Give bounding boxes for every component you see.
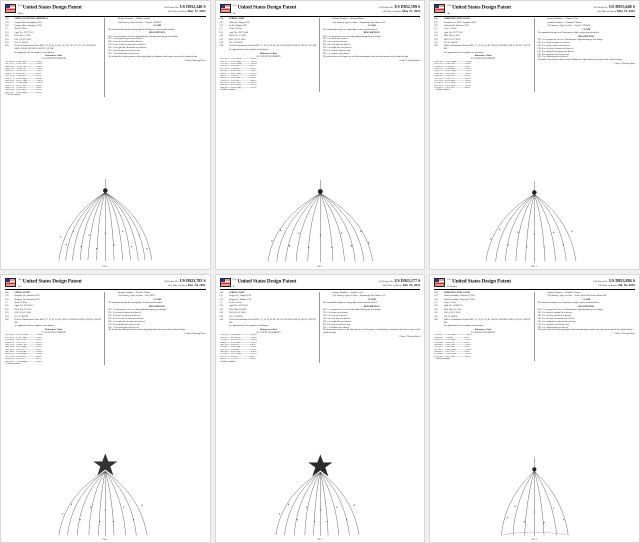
us-flag-icon xyxy=(5,278,16,287)
claim-text: The ornamental design for a Christmas tree light, as shown and described. xyxy=(537,32,600,35)
patent-figure-1 xyxy=(430,450,639,542)
patent-date: Jul. 16, 2019 xyxy=(617,282,635,287)
description-list: FIG. 1 is a perspective view of a string light showing my new design; FIG. 2 is a front elevation view thereof; FIG. 3 is a rear elevation view thereof; FIG. 4 is a left side elevation view thereof; FIG. 5 is a right side elevation view thereof; FIG. 6 is a top plan view thereof; and, FIG. 7 is a bottom plan view thereof. The broken lines illustrate portions of the string light that form no part of the claimed design. xyxy=(108,309,186,332)
us-flag-icon xyxy=(5,4,16,13)
patent-document-4 xyxy=(0,274,211,543)
applicant: Guoguo Zhou, Guangzhou (CN) xyxy=(14,21,42,24)
patent-document-6 xyxy=(429,274,640,543)
field-search: D26/1, 37, 39, 41, 43, 48, 118-123; 362/249.01-249.16, 362/252, 362/391, 806 xyxy=(443,318,531,324)
refs-heading: References Cited xyxy=(474,55,492,58)
us-docs-heading: U.S. PATENT DOCUMENTS xyxy=(41,58,66,61)
references-list: D219,340 S * 11/1970 Wilson .................. D26/39 D277,042 S * 1/1985 Chang ................... D26/39 D330,433 S * 10/1992 Hsu .................... D26/39 D386,858 S * 11/1997 Lin .................... D26/39 D432,251 S * 10/2000 Chen ................... D26/39 D480,166 S * 9/2003 Wang .................... D26/39 D551,380 S * 9/2007 Lee ..................... D26/39 D627,494 S * 11/2010 Kim .................... D26/39 D699,874 S * 2/2014 Zhang ................... D26/39 D771,301 S * 11/2016 Sun .................... D26/39 D838,034 S * 1/2019 Liu ..................... D26/39 D890,394 S * 7/2020 Huang ................... D26/39 xyxy=(5,334,43,363)
svg-text:FIG. 1: FIG. 1 xyxy=(316,264,324,268)
inventor: Yoshio Franchiko, Chiswick, IT (US) xyxy=(443,298,475,301)
patent-number: US D952,199 S xyxy=(394,4,421,9)
office-title: $^{(12)}$ United States Design Patent xyxy=(447,277,511,285)
office-title: $^{(12)}$ United States Design Patent xyxy=(18,277,82,285)
applicant: Dongmei Liu, Shenzhen (CN) xyxy=(14,295,40,298)
filed-date: Mar. 15, 2018 xyxy=(449,308,461,311)
claim-column: Primary Examiner — Jennifer L. Poe (74) Attorney, Agent, or Firm — Bayramoglu Law Offices LLC CLAIM The ornamental design for a string light, as shown and described. DESCRIPTION FIG. 1 is a perspective view of a string light showing my new design; FIG. 2 is a front view thereof; FIG. 3 is a rear view thereof; FIG. 4 is a left side view thereof; FIG. 5 is a right side view thereof; FIG. 6 is a top view thereof; and, FIG. 7 is a bottom view thereof. The broken lines shown in the drawings are for the purpose of illustrating environment and form no part of the claimed design. 1 Claim, 7 Drawing Sheets xyxy=(323,291,421,338)
inventor: Chunmin Shi, Shenzhen (CN) xyxy=(443,25,469,28)
claim-heading: CLAIM xyxy=(367,25,376,28)
us-docs-heading: U.S. PATENT DOCUMENTS xyxy=(41,331,66,334)
patent-header: $^{(12)}$ United States Design Patent Shi (10) Patent No.: US D953,640 S (45) Date of Patent: May 31, 2022 xyxy=(434,4,635,17)
description-heading: DESCRIPTION xyxy=(149,32,165,35)
filed-date: Mar. 4, 2021 xyxy=(449,35,460,38)
filed-date: Feb. 12, 2021 xyxy=(234,35,246,38)
loc-class: 26-05 xyxy=(26,38,32,41)
references-list: D256,789 S * 9/1980 Baker ................... D26/39 D298,012 S * 10/1988 Wu ..................... D26/39 D351,244 S * 10/1994 Chen ................... D26/39 D408,941 S * 4/1999 Hsieh ................... D26/39 D462,796 S * 9/2002 Lin ..................... D26/39 D520,662 S * 5/2006 Yang .................... D26/39 D592,785 S * 5/2009 Kuo ..................... D26/39 D665,928 S * 8/2012 Chen .................... D26/39 D729,430 S * 5/2015 Wang .................... D26/39 D812,270 S * 3/2018 Li ...................... D26/39 D869,057 S * 12/2019 Ye ..................... D26/39 xyxy=(219,334,257,361)
patent-date: Jun. 22, 2021 xyxy=(402,282,421,287)
inventor: Jie Xu, Ningbo (CN) xyxy=(229,25,247,28)
patent-title: STRING LIGHT FOR CHRISTMAS xyxy=(14,18,48,21)
patent-date: May 17, 2022 xyxy=(402,9,421,14)
description-list: FIG. 1 is a perspective view of a string light showing my new design; FIG. 2 is a front view thereof; FIG. 3 is a rear view thereof; FIG. 4 is a left side view thereof; FIG. 5 is a right side view thereof; FIG. 6 is a top view thereof; and, FIG. 7 is a bottom view thereof. The broken lines in the figures are for illustration purpose only and form no part of the claimed design. xyxy=(323,35,409,58)
appl-no: 29/640,511 xyxy=(453,305,463,308)
bibliographic-column: (54) CHRISTMAS TREE LIGHT (71) Yoshio Franchiko, Chiswick, IT (US) (72) Yoshio Franchiko, Chiswick, IT (US) (*) Term: 15 Years (21) Appl. No.: 29/640,511 (22) Filed: Mar. 15, 2018 (51) LOC (13) Cl. 26-05 (52) U.S. Cl. D26/39 (58) Field of Classification Search D26/1, 37, 39, 41, 43, 48, 118-123; 362/249.01-249.16, 362/252, 362/391, 806 See application file for complete search history. References Cited U.S. PATENT DOCUMENTS D229,447 S * 11/1973 Miller .................. D26/39 D284,900 S * 7/1986 Ito ..................... D26/39 D341,218 S * 11/1993 Kim .................... D26/39 D398,086 S * 9/1998 Lin ..................... D26/39 D441,480 S * 5/2001 Chen .................... D26/39 D510,155 S * 9/2005 Tsai .................... D26/39 D577,447 S * 9/2008 Wang .................... D26/39 D640,403 S * 6/2011 Lin ..................... D26/39 D718,482 S * 11/2014 Chen ................... D26/39 D790,104 S * 6/2017 Park .................... D26/39 * cited by examiner xyxy=(434,292,534,361)
patent-number: US D953,640 S xyxy=(609,4,635,9)
applicant-surname: Shi xyxy=(447,11,451,15)
term: 15 Years xyxy=(19,28,28,31)
patent-number: US D952,240 S xyxy=(179,4,206,9)
primary-examiner: Kendall J. Dorsey xyxy=(565,291,581,294)
inventor: Guoguo Zhou, Guangzhou (CN) xyxy=(14,25,42,28)
loc-class: 26-05 xyxy=(26,312,32,315)
primary-examiner: Jennifer L. Poe xyxy=(350,291,364,294)
attorney: Bayramoglu Law Offices LLC xyxy=(360,21,386,24)
description-list: FIG. 1 is a perspective view of a Christmas tree light showing my new design; FIG. 2 is a front elevational view thereof; FIG. 3 is a rear elevational view thereof; FIG. 4 is a left side elevational view thereof; FIG. 5 is a right side elevational view thereof; FIG. 6 is a top plan view thereof; and, FIG. 7 is a bottom plan view thereof. The broken lines in the drawings depict environmental subject matter only and form no part of the claimed design. xyxy=(537,309,633,332)
us-docs-heading: U.S. PATENT DOCUMENTS xyxy=(470,331,496,334)
patent-figure-1 xyxy=(216,450,425,542)
claim-column: Primary Examiner — Jennifer L. Poe Assistant Examiner — Brandon T. Moore (74) Attorney, Agent, or Firm — Ying Yu / IPSWAY CLAIM The ornamental design for a Christmas tree light, as shown and described. DESCRIPTION FIG. 1 is a perspective view of a Christmas tree light showing my new design; FIG. 2 is a front elevation view thereof; FIG. 3 is a rear elevation view thereof; FIG. 4 is a left side elevation view thereof; FIG. 5 is a right side elevation view thereof; FIG. 6 is a top plan view thereof; and, FIG. 7 is a bottom plan view thereof. The broken lines depict portions of the Christmas tree light which form no part of the claimed design. 1 Claim, 6 Drawing Sheets xyxy=(537,18,636,65)
claim-text: The ornamental design for a string light, as shown and described. xyxy=(323,302,378,305)
refs-heading: References Cited xyxy=(45,328,62,331)
references-list: D263,584 S * 3/1982 Jones .................... D26/39 D337,392 S * 7/1993 Chen ..................... D26/39 D403,453 S * 12/1998 Chen .................... D26/39 D434,521 S * 11/2000 Wu ...................... D26/39 D450,870 S * 11/2001 Hsu ..................... D26/39 D504,197 S * 4/2005 Lin ..................... D26/39 D573,283 S * 7/2008 Hsu ..................... D26/39 D624,217 S * 9/2010 Hung .................... D26/39 D692,598 S * 10/2013 Yang .................... D26/39 D718,481 S * 11/2014 Wang .................... D26/39 D783,873 S * 4/2017 Chen .................... D26/39 D834,231 S * 11/2018 Liu ..................... D26/39 D860,500 S * 9/2019 Zhou .................... D26/39 D895,163 S * 9/2020 Zhang ................... D26/39 xyxy=(5,60,43,94)
loc-class: 26-05 xyxy=(455,312,461,315)
refs-heading: References Cited xyxy=(260,52,277,55)
patent-date: Jun. 29, 2021 xyxy=(187,282,206,287)
primary-examiner: Jennifer L. Poe xyxy=(565,18,579,21)
description-heading: DESCRIPTION xyxy=(363,32,380,35)
applicant-surname: Liu xyxy=(18,285,22,289)
applicant: Yoshio Franchiko, Chiswick, IT (US) xyxy=(443,295,475,298)
patent-number: US D853,884 S xyxy=(609,277,635,283)
drawing-sheets: 1 Claim, 6 Drawing Sheets xyxy=(184,59,206,62)
applicant-surname: Zhou xyxy=(18,11,24,15)
claim-heading: CLAIM xyxy=(367,298,376,301)
us-class: D26/39 xyxy=(21,315,28,318)
bibliographic-column: (54) STRING LIGHT (71) Pengwei Ye, Ningbo (CN) (72) Pengwei Ye, Ningbo (CN) (*) Term: 15 Years (21) Appl. No.: 29/735,211 (22) Filed: May 20, 2020 (51) LOC (13) Cl. 26-05 (52) U.S. Cl. D26/39 (58) Field of Classification Search D26/1, 37, 39, 41, 43, 48, 118-123; 362/249.01-249.16, 362/252, 362/391, 806 See application file for complete search history. References Cited U.S. PATENT DOCUMENTS D256,789 S * 9/1980 Baker ................... D26/39 D298,012 S * 10/1988 Wu ..................... D26/39 D351,244 S * 10/1994 Chen ................... D26/39 D408,941 S * 4/1999 Hsieh ................... D26/39 D462,796 S * 9/2002 Lin ..................... D26/39 D520,662 S * 5/2006 Yang .................... D26/39 D592,785 S * 5/2009 Kuo ..................... D26/39 D665,928 S * 8/2012 Chen .................... D26/39 D729,430 S * 5/2015 Wang .................... D26/39 D812,270 S * 3/2018 Li ...................... D26/39 D869,057 S * 12/2019 Ye ..................... D26/39 * cited by examiner xyxy=(220,292,320,363)
description-heading: DESCRIPTION xyxy=(578,35,595,38)
applicant: Pengwei Ye, Ningbo (CN) xyxy=(229,295,252,298)
claim-text: The ornamental design for a string light, as shown and described. xyxy=(323,28,378,31)
references-list: D235,101 S * 5/1975 Green ................... D26/39 D290,112 S * 6/1987 Wang .................... D26/39 D335,552 S * 5/1993 Chang ................... D26/39 D394,320 S * 5/1998 Lin ..................... D26/39 D427,704 S * 7/2000 Hsu ..................... D26/39 D492,436 S * 6/2004 Chen .................... D26/39 D540,477 S * 4/2007 Wang .................... D26/39 D609,377 S * 2/2010 Lee ..................... D26/39 D661,015 S * 5/2012 Park .................... D26/39 D720,873 S * 1/2015 Sun ..................... D26/39 D801,561 S * 10/2017 Zhu .................... D26/39 D846,168 S * 4/2019 Wang .................... D26/39 D888,302 S * 6/2020 Liang ................... D26/39 xyxy=(219,58,257,89)
appl-no: 29/773,182 xyxy=(453,31,463,34)
office-title: $^{(12)}$ United States Design Patent xyxy=(447,4,511,11)
bibliographic-column: (54) STRING LIGHT FOR CHRISTMAS (71) Guoguo Zhou, Guangzhou (CN) (72) Guoguo Zhou, Guangzhou (CN) (*) Term: 15 Years (21) Appl. No.: 29/757,525 (22) Filed: Nov. 9, 2020 (51) LOC (13) Cl. 26-05 (52) U.S. Cl. D26/39 (58) Field of Classification Search D26/1, 37, 39, 41, 43, 48, 118, 119, 120, 121, 122, 123; 362/249.01, 249.02, 249.06, 362/249.14, 362/252, 391, 806 See application file for complete search history. References Cited U.S. PATENT DOCUMENTS D263,584 S * 3/1982 Jones .................... D26/39 D337,392 S * 7/1993 Chen ..................... D26/39 D403,453 S * 12/1998 Chen .................... D26/39 D434,521 S * 11/2000 Wu ...................... D26/39 D450,870 S * 11/2001 Hsu ..................... D26/39 D504,197 S * 4/2005 Lin ..................... D26/39 D573,283 S * 7/2008 Hsu ..................... D26/39 D624,217 S * 9/2010 Hung .................... D26/39 D692,598 S * 10/2013 Yang .................... D26/39 D718,481 S * 11/2014 Wang .................... D26/39 D783,873 S * 4/2017 Chen .................... D26/39 D834,231 S * 11/2018 Liu ..................... D26/39 D860,500 S * 9/2019 Zhou .................... D26/39 D895,163 S * 9/2020 Zhang ................... D26/39 * cited by examiner xyxy=(5,18,105,96)
patent-figure-1 xyxy=(430,177,639,269)
term: 15 Years xyxy=(234,301,242,304)
term: 15 Years xyxy=(449,28,457,31)
drawing-sheets: 1 Claim, 7 Drawing Sheets xyxy=(398,59,421,62)
svg-text:FIG. 1: FIG. 1 xyxy=(102,264,109,268)
claim-heading: CLAIM xyxy=(153,25,161,28)
references-list: D246,104 S * 10/1977 Smith ................... D26/39 D301,255 S * 5/1989 Chen .................... D26/39 D345,432 S * 3/1994 Lin ..................... D26/39 D401,352 S * 11/1998 Hsu .................... D26/39 D455,515 S * 4/2002 Wang .................... D26/39 D516,740 S * 3/2006 Chen .................... D26/39 D588,296 S * 3/2009 Lin ..................... D26/39 D651,339 S * 12/2011 Yu ..................... D26/39 D711,028 S * 8/2014 Zhao .................... D26/39 D795,473 S * 8/2017 Tang .................... D26/39 D857,261 S * 8/2019 Chen .................... D26/39 D910,893 S * 2/2021 Shi ..................... D26/39 xyxy=(434,60,473,90)
patent-date: May 17, 2022 xyxy=(187,9,206,14)
attorney: Bayramoglu Law Offices LLC xyxy=(360,295,386,298)
loc-class: 26-05 xyxy=(240,312,246,315)
term: 15 Years xyxy=(234,28,242,31)
field-search: D26/1, 37, 39, 41, 43, 48, 118, 119, 120, 121, 122, 123; 362/249.01, 249.02, 249.06, 362/249.14, 362/252, 391, 806 xyxy=(14,45,97,51)
patent-header: $^{(12)}$ United States Design Patent Franchiko (10) Patent No.: US D853,884 S (45) Date of Patent: Jul. 16, 2019 xyxy=(434,278,635,291)
patent-title: CHRISTMAS TREE LIGHT xyxy=(443,291,470,294)
field-search: D26/1, 37, 39, 41, 43, 48, 118-123; 362/249.01-249.16, 362/252, 362/391, 806 xyxy=(443,45,531,51)
attorney: Pearl Cohen Zedek Latzer Baratz LLP xyxy=(574,295,607,298)
patent-figure-1 xyxy=(1,450,210,542)
attorney: IPro, PLLC xyxy=(145,295,156,298)
patent-number: US D923,177 S xyxy=(394,277,421,283)
term: 15 Years xyxy=(449,301,457,304)
patent-title: STRING LIGHT xyxy=(14,291,30,294)
claim-column: Primary Examiner — Brian N. Vinson (74) Attorney, Agent, or Firm — IPro, PLLC CLAIM The ornamental design for a string light, as shown and described. DESCRIPTION FIG. 1 is a perspective view of a string light showing my new design; FIG. 2 is a front elevation view thereof; FIG. 3 is a rear elevation view thereof; FIG. 4 is a left side elevation view thereof; FIG. 5 is a right side elevation view thereof; FIG. 6 is a top plan view thereof; and, FIG. 7 is a bottom plan view thereof. The broken lines illustrate portions of the string light that form no part of the claimed design. 1 Claim, 8 Drawing Sheets xyxy=(108,291,206,336)
primary-examiner: Richard Kramer xyxy=(350,18,365,21)
office-title: $^{(12)}$ United States Design Patent xyxy=(18,4,82,11)
loc-class: 26-05 xyxy=(455,38,461,41)
svg-text:FIG. 1: FIG. 1 xyxy=(531,538,538,542)
applicant-surname: Franchiko xyxy=(447,285,458,289)
us-class: D26/39 xyxy=(451,42,458,45)
field-search: D26/1, 37, 39, 41, 43, 48, 118-123; 362/249.01-249.16, 362/252, 362/391, 806 xyxy=(229,318,317,324)
field-search: D26/1, 37, 39, 41, 43, 48, 118-123; 362/249.01-249.16, 362/252, 391, 806 xyxy=(254,45,317,48)
applicant: Jiabao Xu, Ningbo (CN) xyxy=(229,21,250,24)
patent-document-1 xyxy=(0,0,211,270)
description-list: FIG. 1 is a perspective view of a string light for Christmas showing my new design; FIG. 2 is a front elevational view thereof; FIG. 3 is a rear elevational view thereof; FIG. 4 is a left side elevational view thereof; FIG. 5 is a right side elevational view thereof; FIG. 6 is a top plan view thereof; and, FIG. 7 is a bottom plan view thereof. The broken lines depict portions of the string light for Christmas which form no part of the claimed design. xyxy=(108,35,198,58)
patent-title: CHRISTMAS TREE LIGHT xyxy=(443,18,470,21)
loc-class: 26-05 xyxy=(240,38,246,41)
patent-header: $^{(12)}$ United States Design Patent Zhou (10) Patent No.: US D952,240 S (45) Date of Patent: May 17, 2022 xyxy=(5,4,206,17)
claim-heading: CLAIM xyxy=(582,298,591,301)
us-flag-icon xyxy=(220,278,231,287)
patent-figure-1 xyxy=(1,177,210,269)
us-class: D26/39 xyxy=(21,42,28,45)
primary-examiner: Michael Semaan xyxy=(136,18,151,21)
drawing-sheets: 1 Claim, 5 Drawing Sheets xyxy=(613,333,636,336)
description-list: FIG. 1 is a perspective view of a Christmas tree light showing my new design; FIG. 2 is a front elevation view thereof; FIG. 3 is a rear elevation view thereof; FIG. 4 is a left side elevation view thereof; FIG. 5 is a right side elevation view thereof; FIG. 6 is a top plan view thereof; and, FIG. 7 is a bottom plan view thereof. The broken lines depict portions of the Christmas tree light which form no part of the claimed design. xyxy=(537,38,623,62)
applicant: Commerce Co. LTD, Guangzhou (CN) xyxy=(443,21,477,24)
svg-text:FIG. 1: FIG. 1 xyxy=(531,264,538,268)
svg-text:FIG. 1: FIG. 1 xyxy=(102,538,109,542)
patent-number: US D923,783 S xyxy=(179,277,206,283)
patent-header: $^{(12)}$ United States Design Patent Ye (10) Patent No.: US D923,177 S (45) Date of Patent: Jun. 22, 2021 xyxy=(220,278,421,291)
patent-title: STRING LIGHT xyxy=(229,18,245,21)
us-class: D26/39 xyxy=(236,315,243,318)
claim-text: The ornamental design for a string light for Christmas, as shown and described. xyxy=(108,28,175,31)
patent-date: May 31, 2022 xyxy=(616,9,635,14)
attorney: Ying Yu / IPSWAY xyxy=(574,25,591,28)
us-flag-icon xyxy=(220,4,231,13)
us-docs-heading: U.S. PATENT DOCUMENTS xyxy=(256,55,281,58)
us-class: D26/39 xyxy=(451,315,458,318)
term: 15 Years xyxy=(19,301,28,304)
primary-examiner: Brian N. Vinson xyxy=(136,291,150,294)
appl-no: 29/735,211 xyxy=(238,305,248,308)
description-list: FIG. 1 is a perspective view of a string light showing my new design; FIG. 2 is a front view thereof; FIG. 3 is a rear view thereof; FIG. 4 is a left side view thereof; FIG. 5 is a right side view thereof; FIG. 6 is a top view thereof; and, FIG. 7 is a bottom view thereof. The broken lines shown in the drawings are for the purpose of illustrating environment and form no part of the claimed design. xyxy=(323,309,421,335)
us-flag-icon xyxy=(434,278,445,287)
patent-title: STRING LIGHT xyxy=(229,291,245,294)
description-heading: DESCRIPTION xyxy=(149,305,165,308)
drawing-sheets: 1 Claim, 6 Drawing Sheets xyxy=(613,62,636,65)
us-docs-heading: U.S. PATENT DOCUMENTS xyxy=(256,331,281,334)
claim-column: Primary Examiner — Kendall J. Dorsey (74) Attorney, Agent, or Firm — Pearl Cohen Zedek Latzer Baratz LLP CLAIM The ornamental design for a Christmas tree light, as shown and described. DESCRIPTION FIG. 1 is a perspective view of a Christmas tree light showing my new design; FIG. 2 is a front elevational view thereof; FIG. 3 is a rear elevational view thereof; FIG. 4 is a left side elevational view thereof; FIG. 5 is a right side elevational view thereof; FIG. 6 is a top plan view thereof; and, FIG. 7 is a bottom plan view thereof. The broken lines in the drawings depict environmental subject matter only and form no part of the claimed design. 1 Claim, 5 Drawing Sheets xyxy=(537,291,636,336)
patent-header: $^{(12)}$ United States Design Patent Liu (10) Patent No.: US D923,783 S (45) Date of Patent: Jun. 29, 2021 xyxy=(5,278,206,291)
office-title: $^{(12)}$ United States Design Patent xyxy=(232,277,297,285)
office-title: $^{(12)}$ United States Design Patent xyxy=(232,4,297,11)
refs-heading: References Cited xyxy=(45,55,62,58)
claim-heading: CLAIM xyxy=(153,298,161,301)
patent-document-3 xyxy=(429,0,640,270)
claim-column: Primary Examiner — Michael Semaan (74) Attorney, Agent, or Firm — Ying Yu / IPSWAY CLAIM The ornamental design for a string light for Christmas, as shown and described. DESCRIPTION FIG. 1 is a perspective view of a string light for Christmas showing my new design; FIG. 2 is a front elevational view thereof; FIG. 3 is a rear elevational view thereof; FIG. 4 is a left side elevational view thereof; FIG. 5 is a right side elevational view thereof; FIG. 6 is a top plan view thereof; and, FIG. 7 is a bottom plan view thereof. The broken lines depict portions of the string light for Christmas which form no part of the claimed design. 1 Claim, 6 Drawing Sheets xyxy=(108,18,206,62)
svg-text:FIG. 1: FIG. 1 xyxy=(316,538,324,542)
bibliographic-column: (54) STRING LIGHT (71) Dongmei Liu, Shenzhen (CN) (72) Dongmei Liu, Shenzhen (CN) (*) Term: 15 Years (21) Appl. No.: 29/724,513 (22) Filed: Feb. 19, 2020 (51) LOC (13) Cl. 26-05 (52) U.S. Cl. D26/39 (58) Field of Classification Search D26/1, 37, 39, 41, 43, 48, 118-123; 362/249.01-249.16, 362/252, 362/391, 806 See application file for complete search history. References Cited U.S. PATENT DOCUMENTS D219,340 S * 11/1970 Wilson .................. D26/39 D277,042 S * 1/1985 Chang ................... D26/39 D330,433 S * 10/1992 Hsu .................... D26/39 D386,858 S * 11/1997 Lin .................... D26/39 D432,251 S * 10/2000 Chen ................... D26/39 D480,166 S * 9/2003 Wang .................... D26/39 D551,380 S * 9/2007 Lee ..................... D26/39 D627,494 S * 11/2010 Kim .................... D26/39 D699,874 S * 2/2014 Zhang ................... D26/39 D771,301 S * 11/2016 Sun .................... D26/39 D838,034 S * 1/2019 Liu ..................... D26/39 D890,394 S * 7/2020 Huang ................... D26/39 * cited by examiner xyxy=(5,292,105,366)
patent-figure-1 xyxy=(216,177,425,269)
us-docs-heading: U.S. PATENT DOCUMENTS xyxy=(470,58,496,61)
patent-header: $^{(12)}$ United States Design Patent Xu (10) Patent No.: US D952,199 S (45) Date of Patent: May 17, 2022 xyxy=(220,4,421,17)
us-class: D26/39 xyxy=(236,42,243,45)
appl-no: 29/770,436 xyxy=(238,31,248,34)
applicant-surname: Xu xyxy=(232,11,236,15)
filed-date: May 20, 2020 xyxy=(234,308,247,311)
inventor: Pengwei Ye, Ningbo (CN) xyxy=(229,298,252,301)
references-list: D229,447 S * 11/1973 Miller .................. D26/39 D284,900 S * 7/1986 Ito ..................... D26/39 D341,218 S * 11/1993 Kim .................... D26/39 D398,086 S * 9/1998 Lin ..................... D26/39 D441,480 S * 5/2001 Chen .................... D26/39 D510,155 S * 9/2005 Tsai .................... D26/39 D577,447 S * 9/2008 Wang .................... D26/39 D640,403 S * 6/2011 Lin ..................... D26/39 D718,482 S * 11/2014 Chen ................... D26/39 D790,104 S * 6/2017 Park .................... D26/39 xyxy=(434,334,472,358)
drawing-sheets: 1 Claim, 8 Drawing Sheets xyxy=(184,333,206,336)
description-heading: DESCRIPTION xyxy=(363,305,380,308)
bibliographic-column: (54) STRING LIGHT (71) Jiabao Xu, Ningbo (CN) (72) Jie Xu, Ningbo (CN) (*) Term: 15 Years (21) Appl. No.: 29/770,436 (22) Filed: Feb. 12, 2021 (51) LOC (13) Cl. 26-05 (52) U.S. Cl. D26/39 (58) Field of Classification Search D26/1, 37, 39, 41, 43, 48, 118-123; 362/249.01-249.16, 362/252, 391, 806 See application file for complete search history. References Cited U.S. PATENT DOCUMENTS D235,101 S * 5/1975 Green ................... D26/39 D290,112 S * 6/1987 Wang .................... D26/39 D335,552 S * 5/1993 Chang ................... D26/39 D394,320 S * 5/1998 Lin ..................... D26/39 D427,704 S * 7/2000 Hsu ..................... D26/39 D492,436 S * 6/2004 Chen .................... D26/39 D540,477 S * 4/2007 Wang .................... D26/39 D609,377 S * 2/2010 Lee ..................... D26/39 D661,015 S * 5/2012 Park .................... D26/39 D720,873 S * 1/2015 Sun ..................... D26/39 D801,561 S * 10/2017 Zhu .................... D26/39 D846,168 S * 4/2019 Wang .................... D26/39 D888,302 S * 6/2020 Liang ................... D26/39 * cited by examiner xyxy=(220,18,320,92)
patent-document-2 xyxy=(215,0,426,270)
claim-column: Primary Examiner — Richard Kramer (74) Attorney, Agent, or Firm — Bayramoglu Law Offices LLC CLAIM The ornamental design for a string light, as shown and described. DESCRIPTION FIG. 1 is a perspective view of a string light showing my new design; FIG. 2 is a front view thereof; FIG. 3 is a rear view thereof; FIG. 4 is a left side view thereof; FIG. 5 is a right side view thereof; FIG. 6 is a top view thereof; and, FIG. 7 is a bottom view thereof. The broken lines in the figures are for illustration purpose only and form no part of the claimed design. 1 Claim, 7 Drawing Sheets xyxy=(323,18,421,62)
field-search: D26/1, 37, 39, 41, 43, 48, 118-123; 362/249.01-249.16, 362/252, 362/391, 806 xyxy=(14,318,102,324)
assistant-examiner: Brandon T. Moore xyxy=(566,21,582,24)
description-heading: DESCRIPTION xyxy=(578,305,595,308)
filed-date: Nov. 9, 2020 xyxy=(19,35,31,38)
patent-document-5 xyxy=(215,274,426,543)
claim-heading: CLAIM xyxy=(582,28,591,31)
us-flag-icon xyxy=(434,4,445,13)
claim-text: The ornamental design for a string light, as shown and described. xyxy=(108,302,163,305)
appl-no: 29/724,513 xyxy=(23,305,34,308)
claim-text: The ornamental design for a Christmas tree light, as shown and described. xyxy=(537,302,600,305)
filed-date: Feb. 19, 2020 xyxy=(19,308,32,311)
appl-no: 29/757,525 xyxy=(23,31,34,34)
bibliographic-column: (54) CHRISTMAS TREE LIGHT (71) Commerce Co. LTD, Guangzhou (CN) (72) Chunmin Shi, Shenzhen (CN) (*) Term: 15 Years (21) Appl. No.: 29/773,182 (22) Filed: Mar. 4, 2021 (51) LOC (13) Cl. 26-05 (52) U.S. Cl. D26/39 (58) Field of Classification Search D26/1, 37, 39, 41, 43, 48, 118-123; 362/249.01-249.16, 362/252, 362/391, 806 See application file for complete search history. References Cited U.S. PATENT DOCUMENTS D246,104 S * 10/1977 Smith ................... D26/39 D301,255 S * 5/1989 Chen .................... D26/39 D345,432 S * 3/1994 Lin ..................... D26/39 D401,352 S * 11/1998 Hsu .................... D26/39 D455,515 S * 4/2002 Wang .................... D26/39 D516,740 S * 3/2006 Chen .................... D26/39 D588,296 S * 3/2009 Lin ..................... D26/39 D651,339 S * 12/2011 Yu ..................... D26/39 D711,028 S * 8/2014 Zhao .................... D26/39 D795,473 S * 8/2017 Tang .................... D26/39 D857,261 S * 8/2019 Chen .................... D26/39 D910,893 S * 2/2021 Shi ..................... D26/39 * cited by examiner xyxy=(434,18,534,92)
drawing-sheets: 1 Claim, 7 Drawing Sheets xyxy=(398,335,421,338)
attorney: Ying Yu / IPSWAY xyxy=(145,21,162,24)
applicant-surname: Ye xyxy=(232,285,236,289)
refs-heading: References Cited xyxy=(474,328,492,331)
refs-heading: References Cited xyxy=(260,328,277,331)
inventor: Dongmei Liu, Shenzhen (CN) xyxy=(14,298,40,301)
